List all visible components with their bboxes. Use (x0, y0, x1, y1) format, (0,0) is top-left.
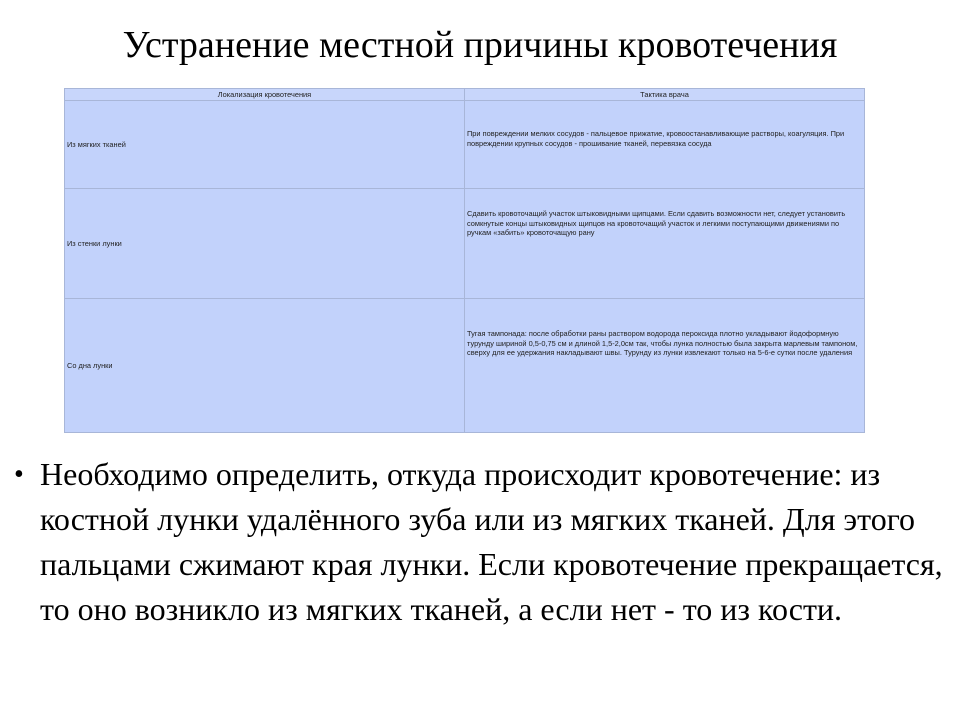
tactics-table-grid (64, 88, 865, 433)
header-tactic: Тактика врача (465, 89, 865, 101)
bullet-paragraph (14, 452, 944, 632)
bullet-icon: • (14, 459, 24, 490)
header-location: Локализация кровотечения (65, 89, 465, 101)
slide-title: Устранение местной причины кровотечения (122, 24, 838, 66)
bullet-text: Необходимо определить, откуда происходит кровотечение: из костной лунки удалённого зуба или из мягких тканей. Для этого пальцами сжимают края лунки. Если кровотечение прекращается, то оно возникло из мягких тканей, а если нет - то из кости. (40, 456, 943, 627)
row-tactic: Тугая тампонада: после обработки раны раствором водорода пероксида плотно укладывают йодоформную турунду шириной 0,5-0,75 см и длиной 1,5-2,0см так, чтобы лунка полностью была закрыта марлевым тампоном, сверху для ее удержания накладывают швы. Турунду из лунки извлекают только на 5-6-е сутки после удаления (465, 299, 865, 433)
table-row (65, 189, 865, 299)
row-location: Со дна лунки (65, 299, 465, 433)
table-row (65, 299, 865, 433)
tactics-table (64, 88, 864, 432)
row-location: Из мягких тканей (65, 101, 465, 189)
row-tactic: Сдавить кровоточащий участок штыковидными щипцами. Если сдавить возможности нет, следует установить сомкнутые концы штыковидных щипцов на кровоточащий участок и легкими поступающими движениями по ручкам «забить» кровоточащую рану (465, 189, 865, 299)
table-header-row (65, 89, 865, 101)
table-row (65, 101, 865, 189)
row-location: Из стенки лунки (65, 189, 465, 299)
row-tactic: При повреждении мелких сосудов - пальцевое прижатие, кровоостанавливающие растворы, коагуляция. При повреждении крупных сосудов - прошивание тканей, перевязка сосуда (465, 101, 865, 189)
